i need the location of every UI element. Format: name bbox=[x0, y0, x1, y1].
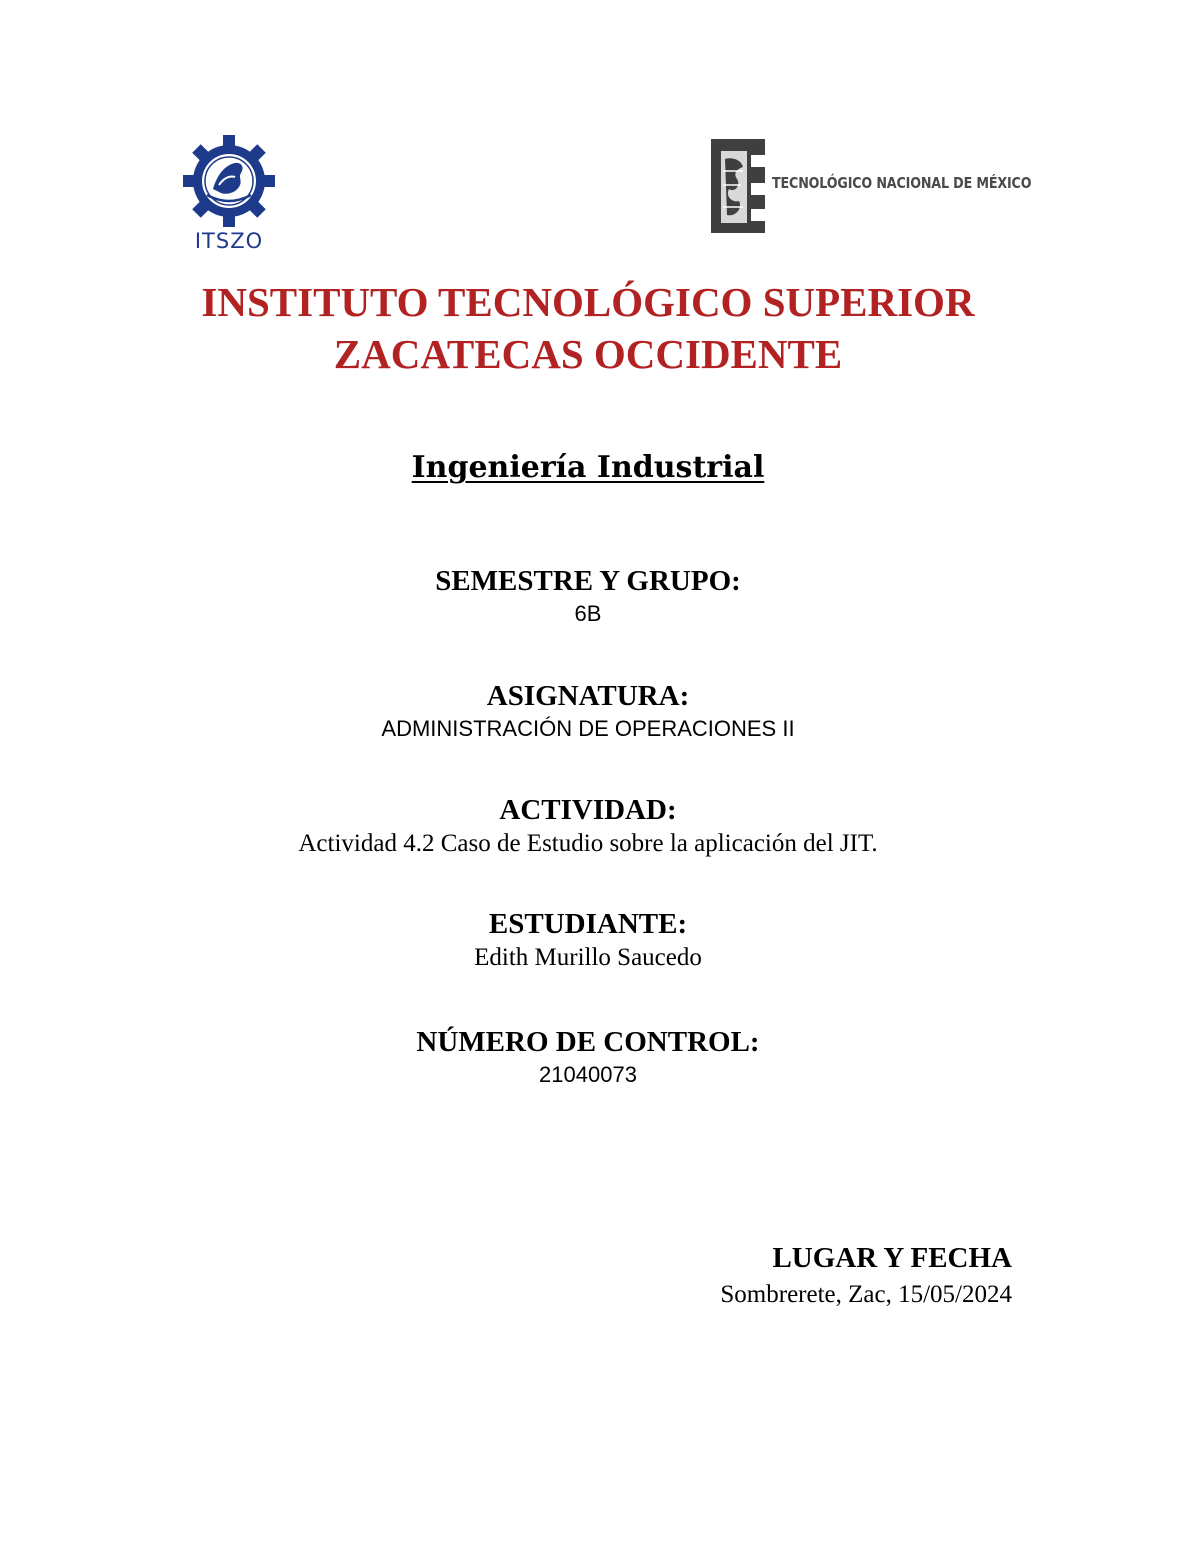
tecnm-gear-icon bbox=[707, 137, 769, 235]
institution-title bbox=[0, 276, 1176, 380]
institution-title-line2: ZACATECAS OCCIDENTE bbox=[333, 331, 843, 377]
itszo-logo-text: ITSZO bbox=[194, 229, 264, 253]
control-number-label: NÚMERO DE CONTROL: bbox=[416, 1026, 760, 1058]
student-value: Edith Murillo Saucedo bbox=[474, 944, 702, 971]
career-title: Ingeniería Industrial bbox=[411, 450, 765, 485]
institution-title-line1: INSTITUTO TECNOLÓGICO SUPERIOR bbox=[201, 279, 975, 325]
control-number-section bbox=[0, 1024, 1176, 1090]
subject-value: ADMINISTRACIÓN DE OPERACIONES II bbox=[381, 716, 795, 741]
student-label: ESTUDIANTE: bbox=[488, 908, 688, 940]
itszo-logo bbox=[183, 135, 275, 255]
subject-section bbox=[0, 678, 1176, 744]
student-section bbox=[0, 906, 1176, 974]
activity-section bbox=[0, 792, 1176, 860]
place-date-label: LUGAR Y FECHA bbox=[772, 1242, 1012, 1274]
activity-label: ACTIVIDAD: bbox=[499, 794, 677, 826]
subject-label: ASIGNATURA: bbox=[486, 680, 690, 712]
semester-group-label: SEMESTRE Y GRUPO: bbox=[435, 565, 741, 597]
tecnm-logo bbox=[707, 137, 1032, 235]
place-date-value: Sombrerete, Zac, 15/05/2024 bbox=[720, 1281, 1012, 1308]
place-date-section bbox=[720, 1238, 1012, 1312]
semester-group-value: 6B bbox=[574, 601, 602, 626]
semester-group-section bbox=[0, 563, 1176, 629]
control-number-value: 21040073 bbox=[539, 1062, 637, 1087]
gear-icon bbox=[183, 135, 275, 227]
tecnm-logo-text: TECNOLÓGICO NACIONAL DE MÉXICO bbox=[772, 174, 1032, 192]
activity-value: Actividad 4.2 Caso de Estudio sobre la aplicación del JIT. bbox=[298, 830, 878, 857]
